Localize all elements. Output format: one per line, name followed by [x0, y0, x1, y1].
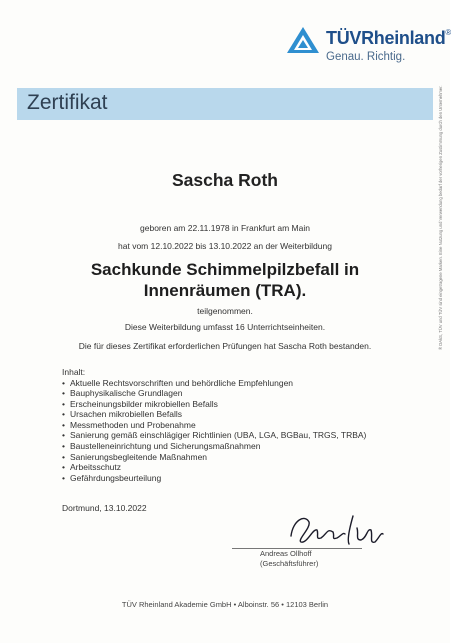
- signer-role: (Geschäftsführer): [260, 559, 319, 568]
- list-item: • Messmethoden und Probenahme: [62, 420, 366, 431]
- tuv-triangle-logo-icon: [286, 26, 320, 54]
- period-line: hat vom 12.10.2022 bis 13.10.2022 an der Weiterbildung: [118, 241, 332, 251]
- list-item: • Baustelleneinrichtung und Sicherungsmaßnahmen: [62, 441, 366, 452]
- list-item: • Aktuelle Rechtsvorschriften und behördliche Empfehlungen: [62, 378, 366, 389]
- certificate-title: Zertifikat: [27, 91, 108, 114]
- tuv-logo: [286, 24, 451, 68]
- birth-line: geboren am 22.11.1978 in Frankfurt am Main: [140, 223, 310, 233]
- signer-block: [260, 549, 318, 569]
- contents-list: [62, 367, 366, 483]
- side-legal-text-content: ® DAkS, TÜV und TÜV sind eingetragene Marken. Eine Nutzung und Verwendung bedarf der vorherigen Zustimmung durch den Unternehmer.: [438, 85, 443, 350]
- list-item: • Ursachen mikrobiellen Befalls: [62, 409, 366, 420]
- list-item: • Sanierungsbegleitende Maßnahmen: [62, 452, 366, 463]
- brand-tagline: Genau. Richtig.: [326, 51, 406, 63]
- place-date: Dortmund, 13.10.2022: [62, 503, 147, 513]
- title-band: [17, 88, 433, 120]
- brand-name: TÜVRheinland®: [326, 28, 451, 48]
- list-item: • Bauphysikalische Grundlagen: [62, 388, 366, 399]
- list-item: • Arbeitsschutz: [62, 462, 366, 473]
- signer-name: Andreas Ollhoff: [260, 549, 312, 558]
- course-title-line-2: Innenräumen (TRA).: [143, 281, 307, 300]
- list-item: • Erscheinungsbilder mikrobiellen Befalls: [62, 399, 366, 410]
- units-line: Diese Weiterbildung umfasst 16 Unterrichtseinheiten.: [124, 322, 326, 332]
- contents-label: Inhalt:: [62, 367, 86, 377]
- exam-line: Die für dieses Zertifikat erforderlichen Prüfungen hat Sascha Roth bestanden.: [78, 341, 372, 351]
- list-item: • Gefährdungsbeurteilung: [62, 473, 366, 484]
- recipient-name: Sascha Roth: [172, 170, 278, 190]
- course-title-line-1: Sachkunde Schimmelpilzbefall in: [90, 260, 360, 279]
- course-title: [0, 259, 450, 301]
- footer-address: TÜV Rheinland Akademie GmbH • Alboinstr. 56 • 12103 Berlin: [121, 600, 329, 609]
- list-item: • Sanierung gemäß einschlägiger Richtlinien (UBA, LGA, BGBau, TRGS, TRBA): [62, 430, 366, 441]
- participated-line: teilgenommen.: [197, 306, 253, 316]
